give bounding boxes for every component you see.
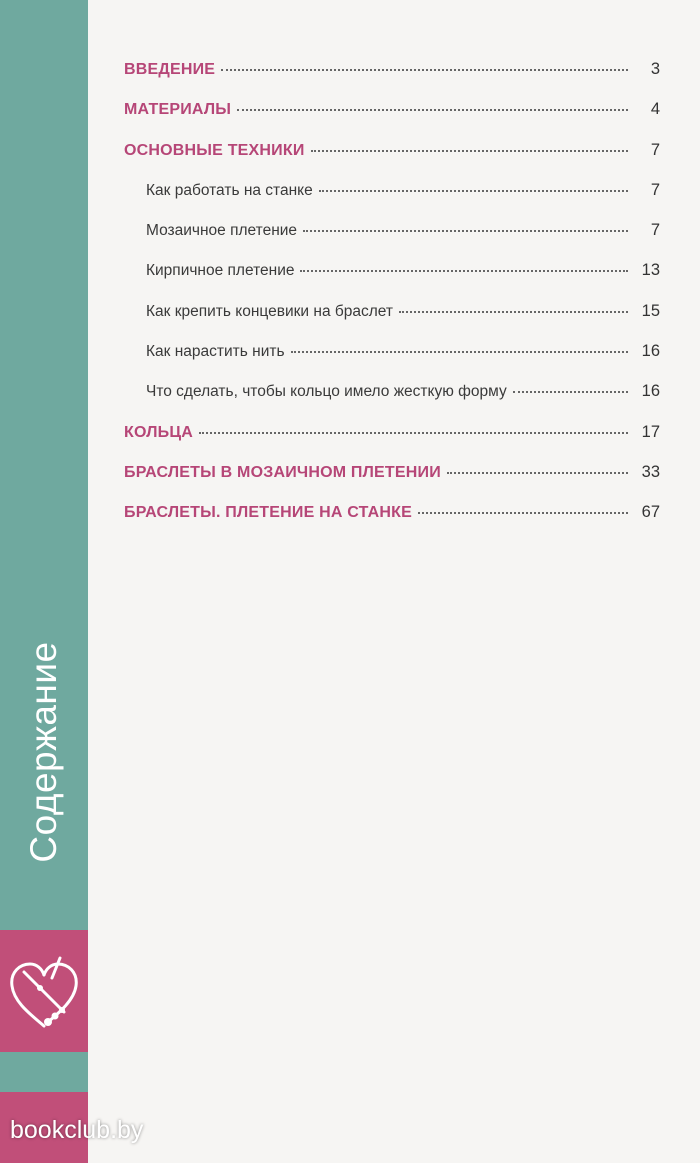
toc-page-number: 3 bbox=[650, 60, 660, 78]
toc-entry-text: ВВЕДЕНИЕ bbox=[124, 61, 216, 78]
toc-page-number: 16 bbox=[641, 382, 660, 401]
toc-entry-introduction[interactable] bbox=[124, 60, 660, 100]
table-of-contents bbox=[124, 60, 660, 544]
toc-subentry-brick[interactable] bbox=[124, 261, 660, 301]
dot-leader bbox=[300, 270, 628, 272]
toc-page-number: 33 bbox=[641, 462, 660, 481]
toc-page-number: 7 bbox=[650, 140, 660, 159]
sidebar-title: Содержание bbox=[23, 641, 64, 863]
toc-entry-text: КОЛЬЦА bbox=[124, 423, 193, 441]
toc-entry-text: БРАСЛЕТЫ В МОЗАИЧНОМ ПЛЕТЕНИИ bbox=[124, 463, 441, 481]
toc-entry-text: ОСНОВНЫЕ ТЕХНИКИ bbox=[124, 141, 305, 159]
toc-subentry-thread[interactable] bbox=[124, 342, 660, 382]
dot-leader bbox=[311, 150, 628, 152]
toc-subentry-endcaps[interactable] bbox=[124, 302, 660, 342]
dot-leader bbox=[199, 432, 628, 434]
dot-leader bbox=[418, 512, 628, 514]
toc-entry-loom-bracelets[interactable] bbox=[124, 503, 660, 543]
toc-entry-rings[interactable] bbox=[124, 423, 660, 463]
toc-entry-text: Как нарастить нить bbox=[146, 343, 285, 361]
dot-leader bbox=[447, 472, 628, 474]
toc-entry-text: МАТЕРИАЛЫ bbox=[124, 101, 232, 119]
toc-page-number: 13 bbox=[641, 261, 660, 280]
toc-page-number: 7 bbox=[650, 180, 660, 199]
toc-entry-materials[interactable] bbox=[124, 100, 660, 140]
toc-page-number: 67 bbox=[641, 503, 660, 522]
toc-page-number: 16 bbox=[641, 342, 660, 361]
heart-bead-icon bbox=[0, 942, 88, 1042]
toc-entry-basic-techniques[interactable] bbox=[124, 141, 660, 181]
toc-entry-text: БРАСЛЕТЫ. ПЛЕТЕНИЕ НА СТАНКЕ bbox=[124, 504, 412, 522]
logo-block bbox=[0, 930, 88, 1052]
dot-leader bbox=[237, 109, 628, 111]
dot-leader bbox=[513, 391, 628, 393]
toc-page-number: 15 bbox=[641, 301, 660, 320]
dot-leader bbox=[291, 351, 628, 353]
toc-subentry-mosaic[interactable] bbox=[124, 221, 660, 261]
dot-leader bbox=[319, 190, 628, 192]
toc-entry-text: Мозаичное плетение bbox=[146, 222, 298, 240]
toc-entry-text: Как крепить концевики на браслет bbox=[146, 302, 393, 320]
watermark: bookclub.by bbox=[10, 1116, 144, 1144]
dot-leader bbox=[221, 69, 628, 71]
toc-page-number: 7 bbox=[650, 221, 660, 240]
dot-leader bbox=[303, 230, 628, 232]
toc-entry-mosaic-bracelets[interactable] bbox=[124, 463, 660, 503]
toc-subentry-ring-shape[interactable] bbox=[124, 382, 660, 422]
dot-leader bbox=[399, 311, 628, 313]
toc-page-number: 4 bbox=[650, 100, 660, 119]
toc-page-number: 17 bbox=[641, 422, 660, 441]
toc-subentry-loom[interactable] bbox=[124, 181, 660, 221]
toc-entry-text: Что сделать, чтобы кольцо имело жесткую форму bbox=[146, 383, 507, 401]
toc-entry-text: Кирпичное плетение bbox=[146, 262, 295, 280]
toc-entry-text: Как работать на станке bbox=[146, 181, 313, 199]
